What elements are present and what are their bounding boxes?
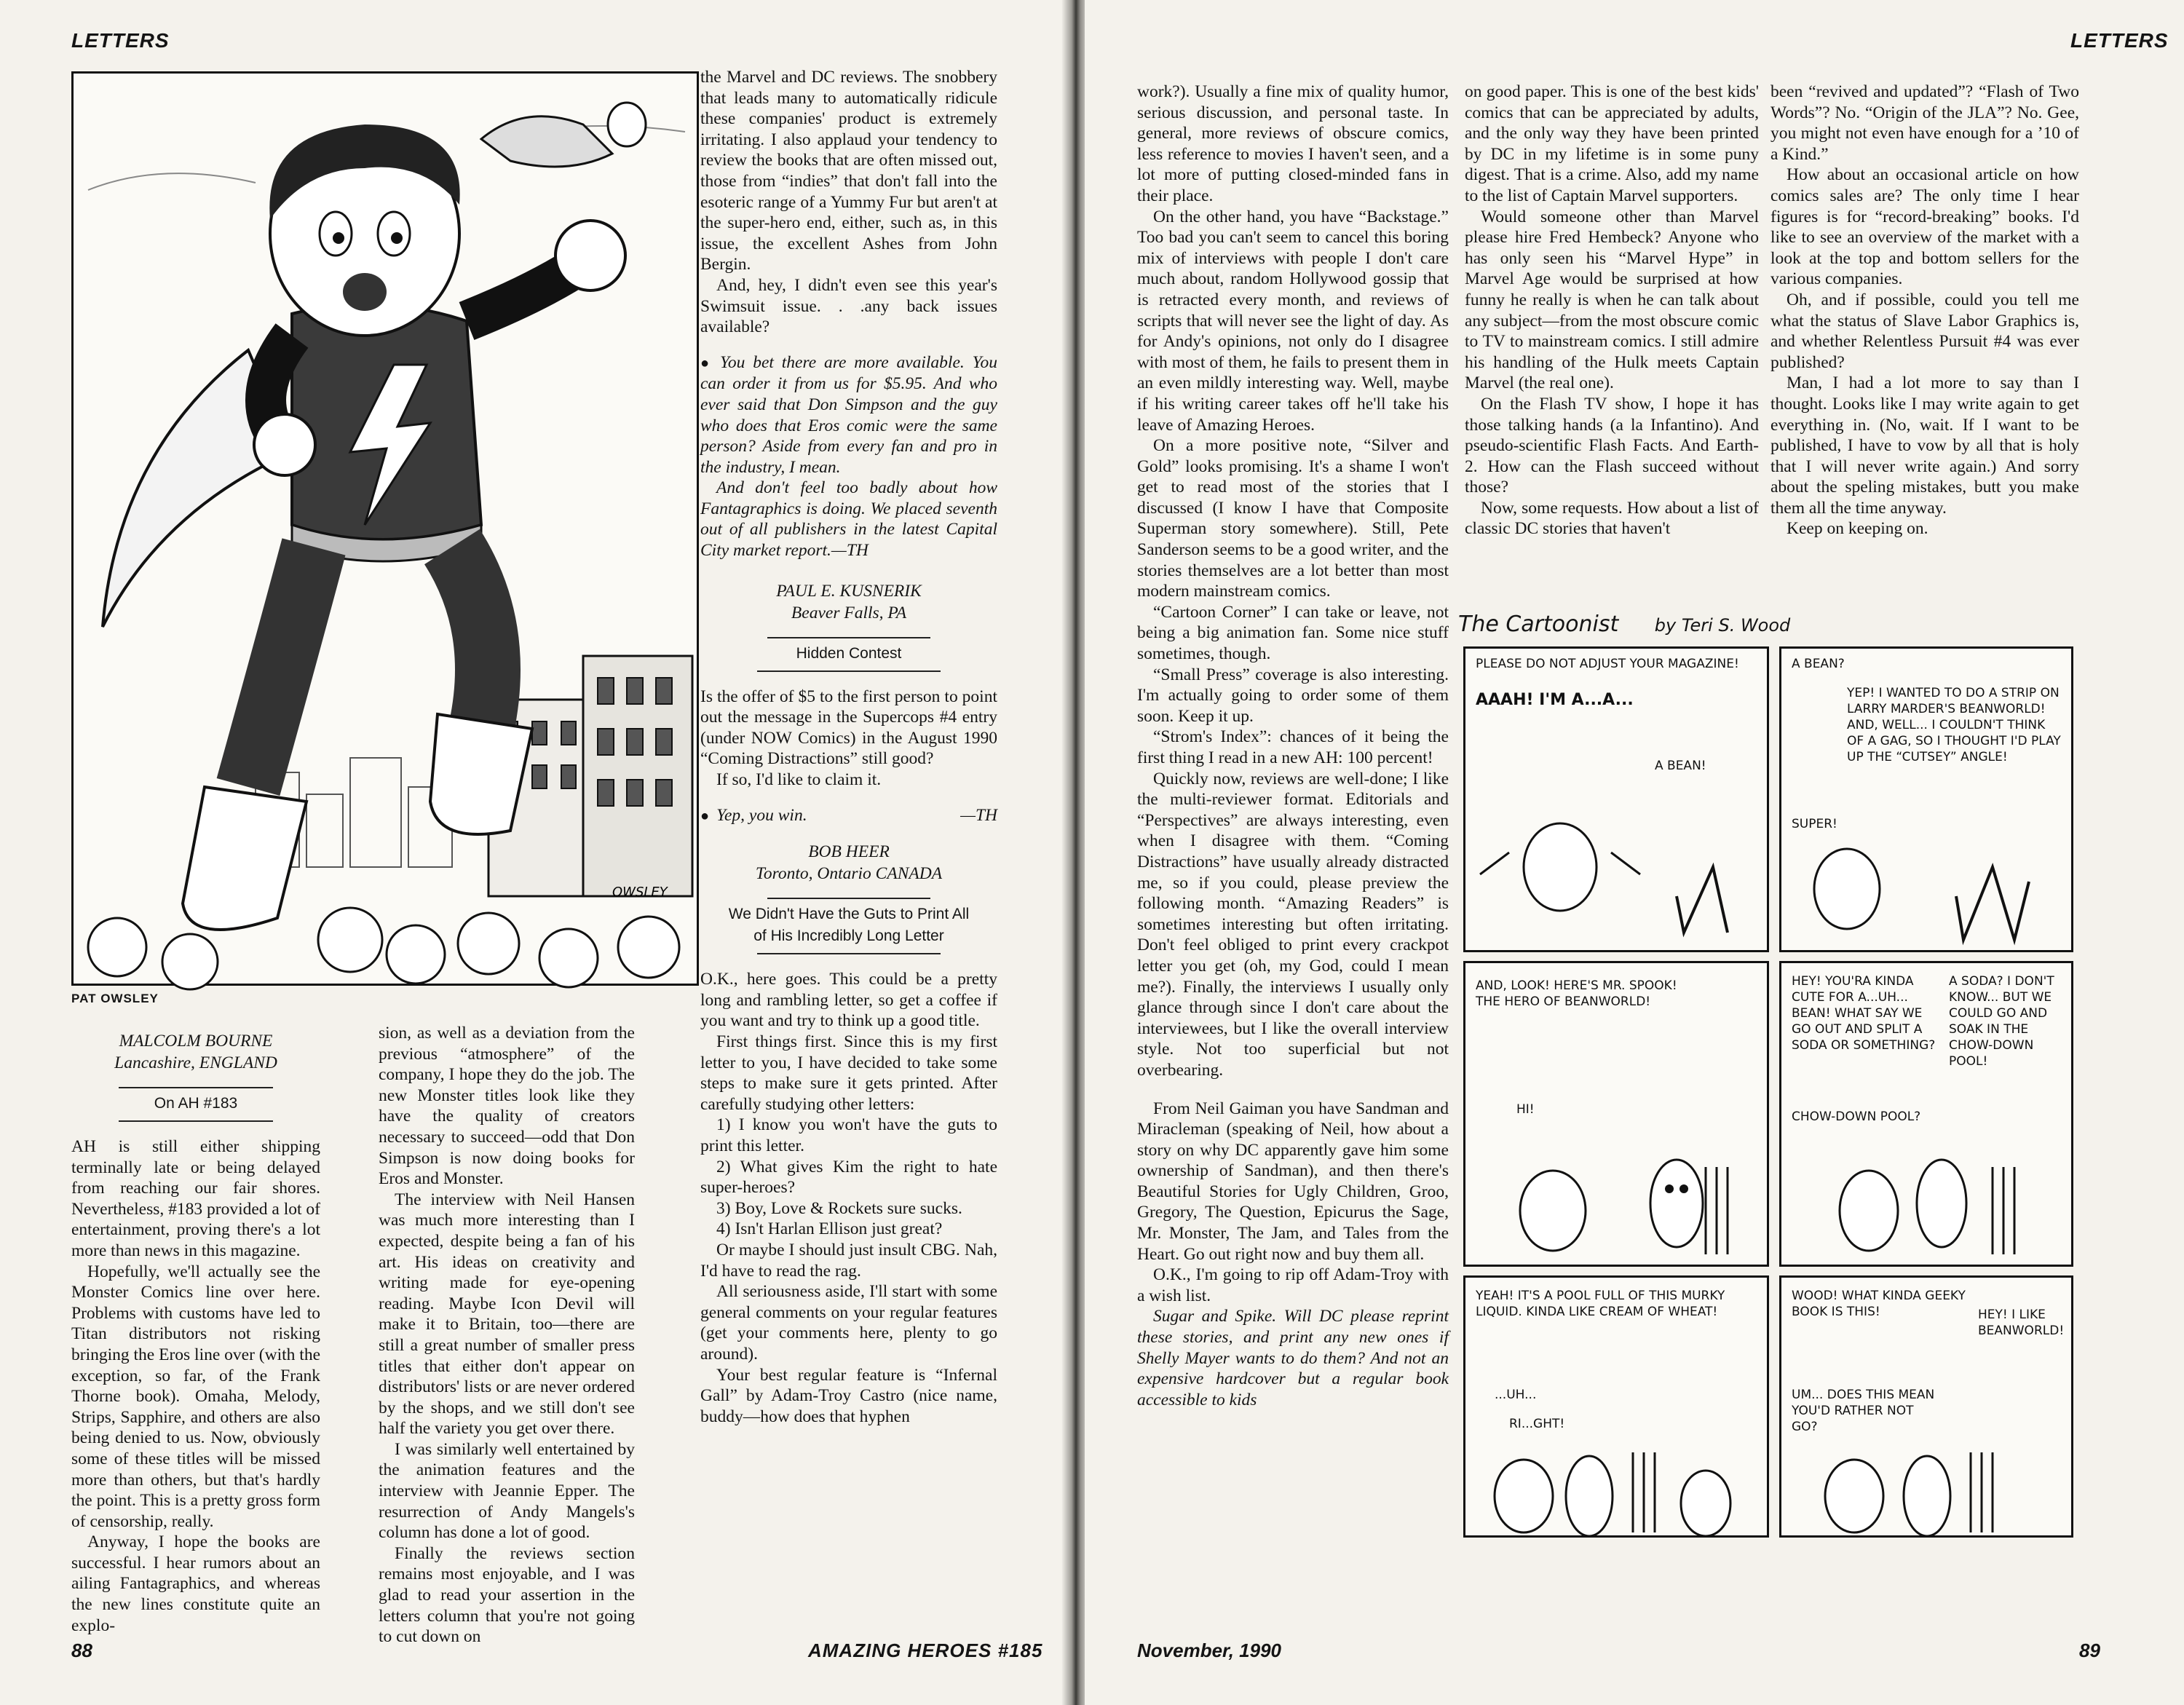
bean-character-drawing <box>1781 1278 2076 1540</box>
paragraph: O.K., I'm going to rip off Adam-Troy with a wish list. <box>1137 1265 1449 1305</box>
paragraph: First things first. Since this is my first letter to you, I have decided to take some steps to make sure it gets printed. After carefully studying other letters: <box>700 1032 997 1114</box>
page-number-left: 88 <box>71 1639 92 1661</box>
bean-character-drawing <box>1781 963 2076 1269</box>
signature-block <box>71 1030 320 1074</box>
letter-author-place: Beaver Falls, PA <box>791 603 907 622</box>
paragraph: Would someone other than Marvel please hire Fred Hembeck? Anyone who has only seen his “Marvel Hype” in Marvel Age would be surprised at how funny he really is when he can talk about any subject—from the most obscure comic to TV to mainstream comics. I still admire his handling of the Hulk meets Captain Marvel (the real one). <box>1465 207 1759 393</box>
speech-text: WOOD! WHAT KINDA GEEKY BOOK IS THIS! <box>1792 1289 1966 1319</box>
signature-block <box>700 841 997 885</box>
paragraph: been “revived and updated”? “Flash of Two Words”? No. “Origin of the JLA”? No. Gee, you might not even have enough for a ’10 of a Kind.” <box>1770 82 2079 164</box>
paragraph: Anyway, I hope the books are successful. I hear rumors about an ailing Fantagraphics, and whereas the new lines constitute quite an explo- <box>71 1532 320 1635</box>
speech-text: SUPER! <box>1792 817 1837 831</box>
right-col-1 <box>1137 82 1449 1618</box>
illustration-signature: OWSLEY <box>612 885 668 900</box>
left-col-1 <box>71 1030 320 1635</box>
rule <box>757 953 941 954</box>
speech-text: HEY! I LIKE BEANWORLD! <box>1978 1308 2065 1338</box>
paragraph: Hopefully, we'll actually see the Monster Comics line over here. Problems with customs have led to Titan distributors not risking bringing the Eros line over (with the exception, so far, of the Frank Thorne book). Omaha, Melody, Strips, Sapphire, and others are also being denied to us. Now, obviously some of these titles will be missed more than others, but that's hardly the point. This is a pretty gross form of censorship, really. <box>71 1262 320 1531</box>
speech-text: AND, LOOK! HERE'S MR. SPOOK! THE HERO OF BEANWORLD! <box>1476 978 1677 1009</box>
paragraph: on good paper. This is one of the best kids' comics that can be appreciated by adults, and the only way they have been printed by DC in my lifetime is in some puny digest. That is a crime. Also, add my name to the list of Captain Marvel supporters. <box>1465 82 1759 205</box>
paragraph: “Cartoon Corner” I can take or leave, not being a big animation fan. Some nice stuff sometimes, though. <box>1137 602 1449 664</box>
paragraph: The interview with Neil Hansen was much more interesting than I expected, despite being a fan of his art. His ideas on creativity and writing made for eye-opening reading. Maybe Icon Devil will make it to Britain, too—there are still a great number of smaller press titles that either don't appear on distributors' lists or are never ordered by the shops, and we still don't see half the variety you get over there. <box>379 1190 635 1439</box>
bullet-icon: ● <box>700 807 710 824</box>
letter-author-name: MALCOLM BOURNE <box>119 1032 273 1051</box>
letter-heading: On AH #183 <box>154 1095 238 1112</box>
paragraph: On the other hand, you have “Backstage.” Too bad you can't seem to cancel this boring mix of interviews with people I don't care much about, random Hollywood gossip that is retracted every month, and reviews of scripts that will never see the light of day. As for Andy's opinions, not only do I disagree with most of them, he fails to present them in an even mildly interesting way. Well, maybe if his writing career takes off he'll take his leave of Amazing Heroes. <box>1137 207 1449 435</box>
letter-heading: Hidden Contest <box>796 644 902 662</box>
running-head-right: LETTERS <box>2070 29 2169 52</box>
speech-text: RI...GHT! <box>1509 1417 1565 1431</box>
bean-character-drawing <box>1465 649 1771 954</box>
letter-author-place: Toronto, Ontario CANADA <box>755 864 943 884</box>
paragraph: work?). Usually a fine mix of quality humor, serious discussion, and personal taste. In general, more reviews of obscure comics, less reference to movies I haven't seen, and a lot more of putting closed-minded fans in their place. <box>1137 82 1449 205</box>
paragraph: Sugar and Spike. Will DC please reprint these stories, and print any new ones if Shelly Mayer wants to do them? And not an expensive hardcover but a regular book accessible to kids <box>1137 1307 1449 1409</box>
illustration-drawing <box>74 74 697 984</box>
letter-author-place: Lancashire, ENGLAND <box>114 1053 277 1072</box>
right-col-2 <box>1465 82 1759 598</box>
paragraph: Quickly now, reviews are well-done; I like the multi-reviewer format. Editorials and “Perspectives” are always interesting, even when I disagree with them. “Coming Distractions” have usually already distracted me, so if you could, please preview the following month. “Amazing Readers” is sometimes interesting but often irritating. Don't feel obliged to print every crackpot letter you get (oh, my God, could I mean me?). Finally, the interviews I usually only glance through since I don't care about the interviewees, but I like the overall interview style. Not too superficial but not overbearing. <box>1137 769 1449 1080</box>
speech-text: A SODA? I DON'T KNOW... BUT WE COULD GO AND SOAK IN THE CHOW-DOWN POOL! <box>1949 974 2054 1069</box>
comic-panel-2 <box>1779 646 2073 952</box>
paragraph: On a more positive note, “Silver and Gold” looks promising. It's a shame I won't get to read most of the stories that I discussed (I know I have that Composite Superman story somewhere). Still, Pete Sanderson seems to be a good writer, and the stories themselves are a lot better than most modern mainstream comics. <box>1137 436 1449 601</box>
rule <box>757 670 941 672</box>
paragraph: From Neil Gaiman you have Sandman and Miracleman (speaking of Neil, how about a story on why DC apparently gave him some ownership of Sandman), and then there's Beautiful Stories for Ugly Children, Groo, Gregory, The Question, Epicurus the Sage, Mr. Monster, The Jam, and Tales from the Heart. Go out right now and buy them all. <box>1137 1099 1449 1264</box>
paragraph: O.K., here goes. This could be a pretty long and rambling letter, so get a coffee if you want and try to think up a good title. <box>700 970 997 1031</box>
reply-signature: —TH <box>960 805 997 825</box>
paragraph: Now, some requests. How about a list of classic DC stories that haven't <box>1465 498 1759 539</box>
page-number-right: 89 <box>2079 1639 2100 1661</box>
paragraph: Or maybe I should just insult CBG. Nah, I'd have to read the rag. <box>700 1240 997 1281</box>
running-head-left: LETTERS <box>71 29 170 52</box>
speech-text: HI! <box>1516 1102 1535 1117</box>
comic-panel-4 <box>1779 961 2073 1267</box>
paragraph: All seriousness aside, I'll start with some general comments on your regular features (get your comments here, plenty to go around). <box>700 1282 997 1364</box>
letter-author-name: PAUL E. KUSNERIK <box>776 581 922 601</box>
reply-text: Yep, you win. <box>716 805 807 825</box>
bean-character-drawing <box>1781 649 2076 954</box>
paragraph: If so, I'd like to claim it. <box>716 770 882 790</box>
speech-text: YEP! I WANTED TO DO A STRIP ON LARRY MARDER'S BEANWORLD! AND, WELL... I COULDN'T THINK OF A GAG, SO I THOUGHT I'D PLAY UP THE “CUTSEY” ANGLE! <box>1847 686 2061 764</box>
rule <box>767 898 930 899</box>
paragraph: Man, I had a lot more to say than I thought. Looks like I may write again to get everything in. (No, wait. If I want to be published, I have to vow by all that is holy that I will never write again.) And sorry about the speling mistakes, butt you make them all the time anyway. <box>1770 373 2079 518</box>
paragraph: 1) I know you won't have the guts to print this letter. <box>700 1115 997 1155</box>
footer-date: November, 1990 <box>1137 1639 1282 1661</box>
panel-caption: PLEASE DO NOT ADJUST YOUR MAGAZINE! <box>1476 657 1739 671</box>
paragraph: How about an occasional article on how comics sales are? The only time I hear figures is for “record-breaking” books. I'd like to see an overview of the market with a look at the top and bottom sellers for the various companies. <box>1770 165 2079 289</box>
signature-block <box>700 580 997 624</box>
speech-text: A BEAN! <box>1655 759 1706 773</box>
comic-panel-1 <box>1463 646 1769 952</box>
paragraph: Is the offer of $5 to the first person to point out the message in the Supercops #4 entry (under NOW Comics) in the August 1990 “Coming Distractions” still good? <box>700 687 997 769</box>
paragraph: “Small Press” coverage is also interesting. I'm actually going to order some of them soon. Keep it up. <box>1137 665 1449 726</box>
paragraph: Your best regular feature is “Infernal Gall” by Adam-Troy Castro (nice name, buddy—how does that hyphen <box>700 1365 997 1426</box>
editor-reply <box>700 805 997 827</box>
paragraph: On the Flash TV show, I hope it has those talking hands (a la Infantino). And pseudo-scientific Flash Facts. And Earth-2. How can the Flash succeed without those? <box>1465 394 1759 497</box>
bullet-icon: ● <box>700 355 713 371</box>
comic-panel-6 <box>1779 1275 2073 1538</box>
bean-character-drawing <box>1465 1278 1771 1540</box>
speech-text: AAAH! I'M A...A... <box>1476 691 1634 709</box>
rule <box>119 1087 273 1088</box>
letter-author-name: BOB HEER <box>808 842 890 862</box>
footer-magazine-title: AMAZING HEROES #185 <box>808 1639 1043 1661</box>
paragraph: I was similarly well entertained by the animation features and the interview with Jeannie Epper. The resurrection of Andy Mangels's column has done a lot of good. <box>379 1439 635 1543</box>
speech-text: ...UH... <box>1495 1388 1537 1402</box>
paragraph: Keep on keeping on. <box>1787 519 1928 539</box>
paragraph: 2) What gives Kim the right to hate super-heroes? <box>700 1157 997 1198</box>
left-col-3 <box>700 67 997 1614</box>
strip-byline: by Teri S. Wood <box>1654 615 1791 636</box>
comic-panel-5 <box>1463 1275 1769 1538</box>
letter-heading: We Didn't Have the Guts to Print All of His Incredibly Long Letter <box>728 906 970 945</box>
reply-text: You bet there are more available. You can order it from us for $5.95. And who ever said that Don Simpson and the guy who does that Eros comic were the same person? Aside from every fan and pro in the industry, I mean. <box>700 352 997 477</box>
strip-title: The Cartoonist <box>1458 612 1619 637</box>
paragraph: Finally the reviews section remains most enjoyable, and I was glad to read your assertion in the letters column that you're not going to cut down on <box>379 1543 635 1647</box>
speech-text: UM... DOES THIS MEAN YOU'D RATHER NOT GO? <box>1792 1388 1935 1434</box>
speech-text: A BEAN? <box>1792 657 1845 671</box>
left-page <box>0 0 1069 1705</box>
rule <box>767 637 930 638</box>
editor-reply <box>700 352 997 478</box>
paragraph: Oh, and if possible, could you tell me what the status of Slave Labor Graphics is, and whether Relentless Pursuit #4 was ever published? <box>1770 290 2079 372</box>
paragraph: “Strom's Index”: chances of it being the first thing I read in a new AH: 100 percent! <box>1137 727 1449 767</box>
right-col-3 <box>1770 82 2079 598</box>
speech-text: YEAH! IT'S A POOL FULL OF THIS MURKY LIQUID. KINDA LIKE CREAM OF WHEAT! <box>1476 1289 1725 1319</box>
paragraph: 3) Boy, Love & Rockets sure sucks. <box>716 1198 962 1218</box>
editor-reply: And don't feel too badly about how Fantagraphics is doing. We placed seventh out of all publishers in the latest Capital City market report.—TH <box>700 478 997 561</box>
captain-marvel-illustration <box>71 71 699 986</box>
comic-panel-3 <box>1463 961 1769 1267</box>
speech-text: HEY! YOU'RA KINDA CUTE FOR A...UH... BEAN! WHAT SAY WE GO OUT AND SPLIT A SODA OR SOMETHING? <box>1792 974 1936 1053</box>
art-credit: PAT OWSLEY <box>71 992 159 1005</box>
bean-character-drawing <box>1465 963 1771 1269</box>
strip-title-block <box>1458 612 1790 637</box>
paragraph: AH is still either shipping terminally late or being delayed from reaching our fair shores. Nevertheless, #183 provided a lot of entertainment, proving there's a lot more than news in this magazine. <box>71 1137 320 1260</box>
paragraph: the Marvel and DC reviews. The snobbery that leads many to automatically ridicule these companies' product is extremely irritating. I also applaud your tendency to review the books that are often missed out, those from “indies” that don't fall into the esoteric range of a Yummy Fur but aren't at the super-hero end, either, such as, in this issue, the excellent Ashes from John Bergin. <box>700 68 997 274</box>
paragraph: 4) Isn't Harlan Ellison just great? <box>716 1219 943 1239</box>
paragraph: And, hey, I didn't even see this year's Swimsuit issue. . .any back issues available? <box>700 275 997 337</box>
left-col-2 <box>379 1023 635 1647</box>
paragraph: sion, as well as a deviation from the previous “atmosphere” of the company, I hope they do the job. The new Monster titles look like they have the quality of creators necessary to succeed—odd that Don Simpson is now doing books for Eros and Monster. <box>379 1024 635 1189</box>
rule <box>119 1120 273 1122</box>
speech-text: CHOW-DOWN POOL? <box>1792 1109 1921 1124</box>
